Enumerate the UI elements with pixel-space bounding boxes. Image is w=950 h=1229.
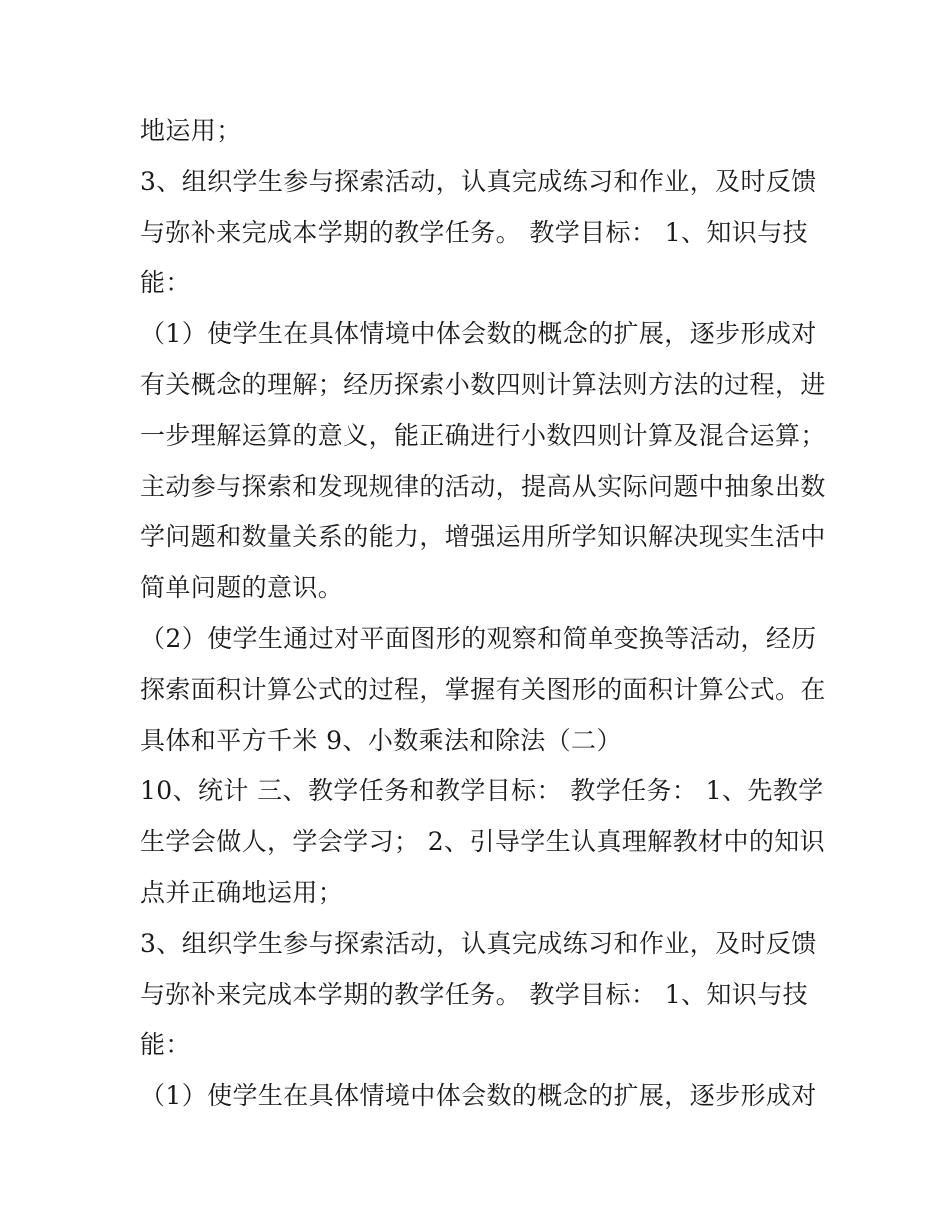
text-line: 10、统计 三、教学任务和教学目标： 教学任务： 1、先教学 [140,776,824,806]
text-line: 有关概念的理解；经历探索小数四则计算法则方法的过程，进 [140,369,826,399]
text-line: 3、组织学生参与探索活动，认真完成练习和作业，及时反馈 [140,928,817,958]
text-line: 点并正确地运用； [140,877,344,907]
document-body [140,106,826,1122]
text-line: 与弥补来完成本学期的教学任务。 教学目标： 1、知识与技 [140,217,809,247]
text-line: 具体和平方千米 9、小数乘法和除法（二） [140,725,622,755]
text-line: 一步理解运算的意义，能正确进行小数四则计算及混合运算； [140,420,826,450]
text-line: 地运用； [140,116,242,145]
text-line: 能： [140,268,191,298]
text-line: 主动参与探索和发现规律的活动，提高从实际问题中抽象出数 [140,471,826,501]
text-line: （1）使学生在具体情境中体会数的概念的扩展，逐步形成对 [140,319,817,349]
text-line: 生学会做人，学会学习； 2、引导学生认真理解教材中的知识 [140,827,826,857]
text-line: 学问题和数量关系的能力，增强运用所学知识解决现实生活中 [140,522,826,552]
text-line: 简单问题的意识。 [140,573,344,603]
text-line: （1）使学生在具体情境中体会数的概念的扩展，逐步形成对 [140,1081,817,1111]
text-line: 3、组织学生参与探索活动，认真完成练习和作业，及时反馈 [140,166,817,196]
text-line: （2）使学生通过对平面图形的观察和简单变换等活动，经历 [140,623,817,653]
text-line: 能： [140,1030,191,1060]
text-line: 探索面积计算公式的过程，掌握有关图形的面积计算公式。在 [140,674,826,704]
text-line: 与弥补来完成本学期的教学任务。 教学目标： 1、知识与技 [140,979,809,1009]
